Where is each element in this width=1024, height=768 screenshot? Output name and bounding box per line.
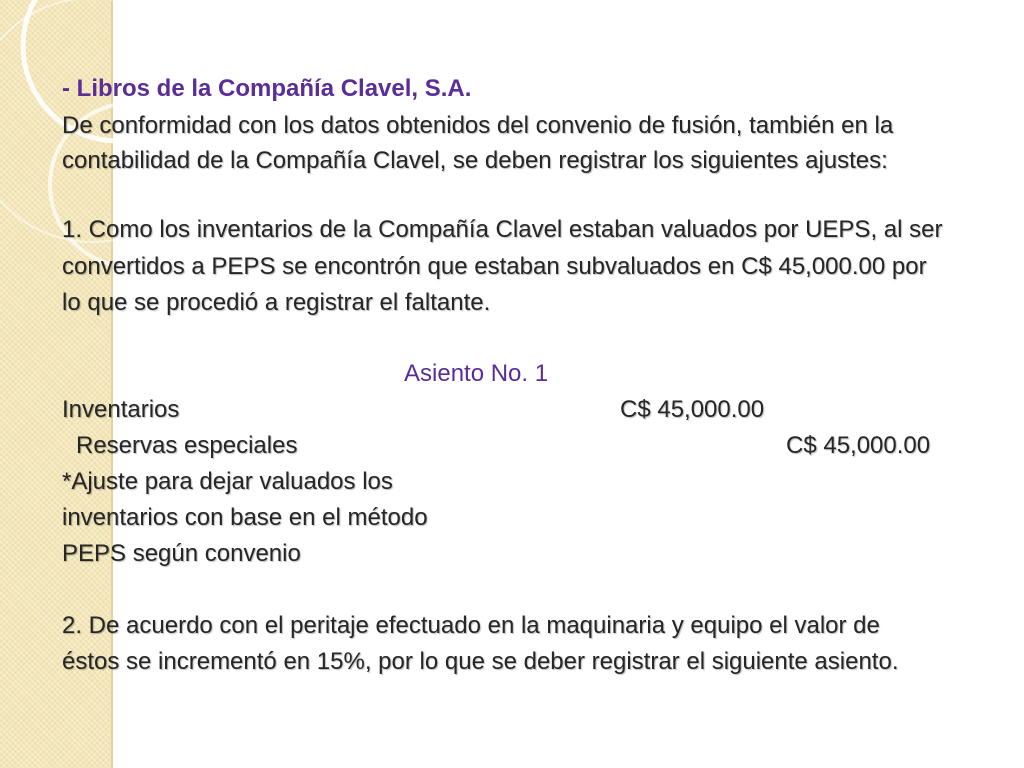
section-heading: - Libros de la Compañía Clavel, S.A. (62, 75, 472, 102)
point1-line-2: convertidos a PEPS se encontrón que estaban subvaluados en C$ 45,000.00 por (62, 253, 927, 280)
intro-line-2: contabilidad de la Compañía Clavel, se deben registrar los siguientes ajustes: (62, 147, 888, 174)
intro-line-1: De conformidad con los datos obtenidos del convenio de fusión, también en la (62, 112, 894, 139)
point2-line-2: éstos se incrementó en 15%, por lo que se deber registrar el siguiente asiento. (62, 648, 899, 675)
entry-note-line-2: inventarios con base en el método (62, 504, 428, 531)
point1-line-3: lo que se procedió a registrar el faltante. (62, 289, 491, 316)
debit-account: Inventarios (62, 396, 180, 423)
entry-note-line-3: PEPS según convenio (62, 540, 301, 567)
entry-title: Asiento No. 1 (404, 360, 549, 387)
credit-account: Reservas especiales (76, 432, 298, 459)
credit-amount: C$ 45,000.00 (786, 432, 931, 459)
entry-note-line-1: *Ajuste para dejar valuados los (62, 468, 393, 495)
debit-amount: C$ 45,000.00 (620, 396, 765, 423)
point1-line-1: 1. Como los inventarios de la Compañía Clavel estaban valuados por UEPS, al ser (62, 216, 943, 243)
point2-line-1: 2. De acuerdo con el peritaje efectuado en la maquinaria y equipo el valor de (62, 612, 880, 639)
slide-content (62, 0, 1002, 768)
